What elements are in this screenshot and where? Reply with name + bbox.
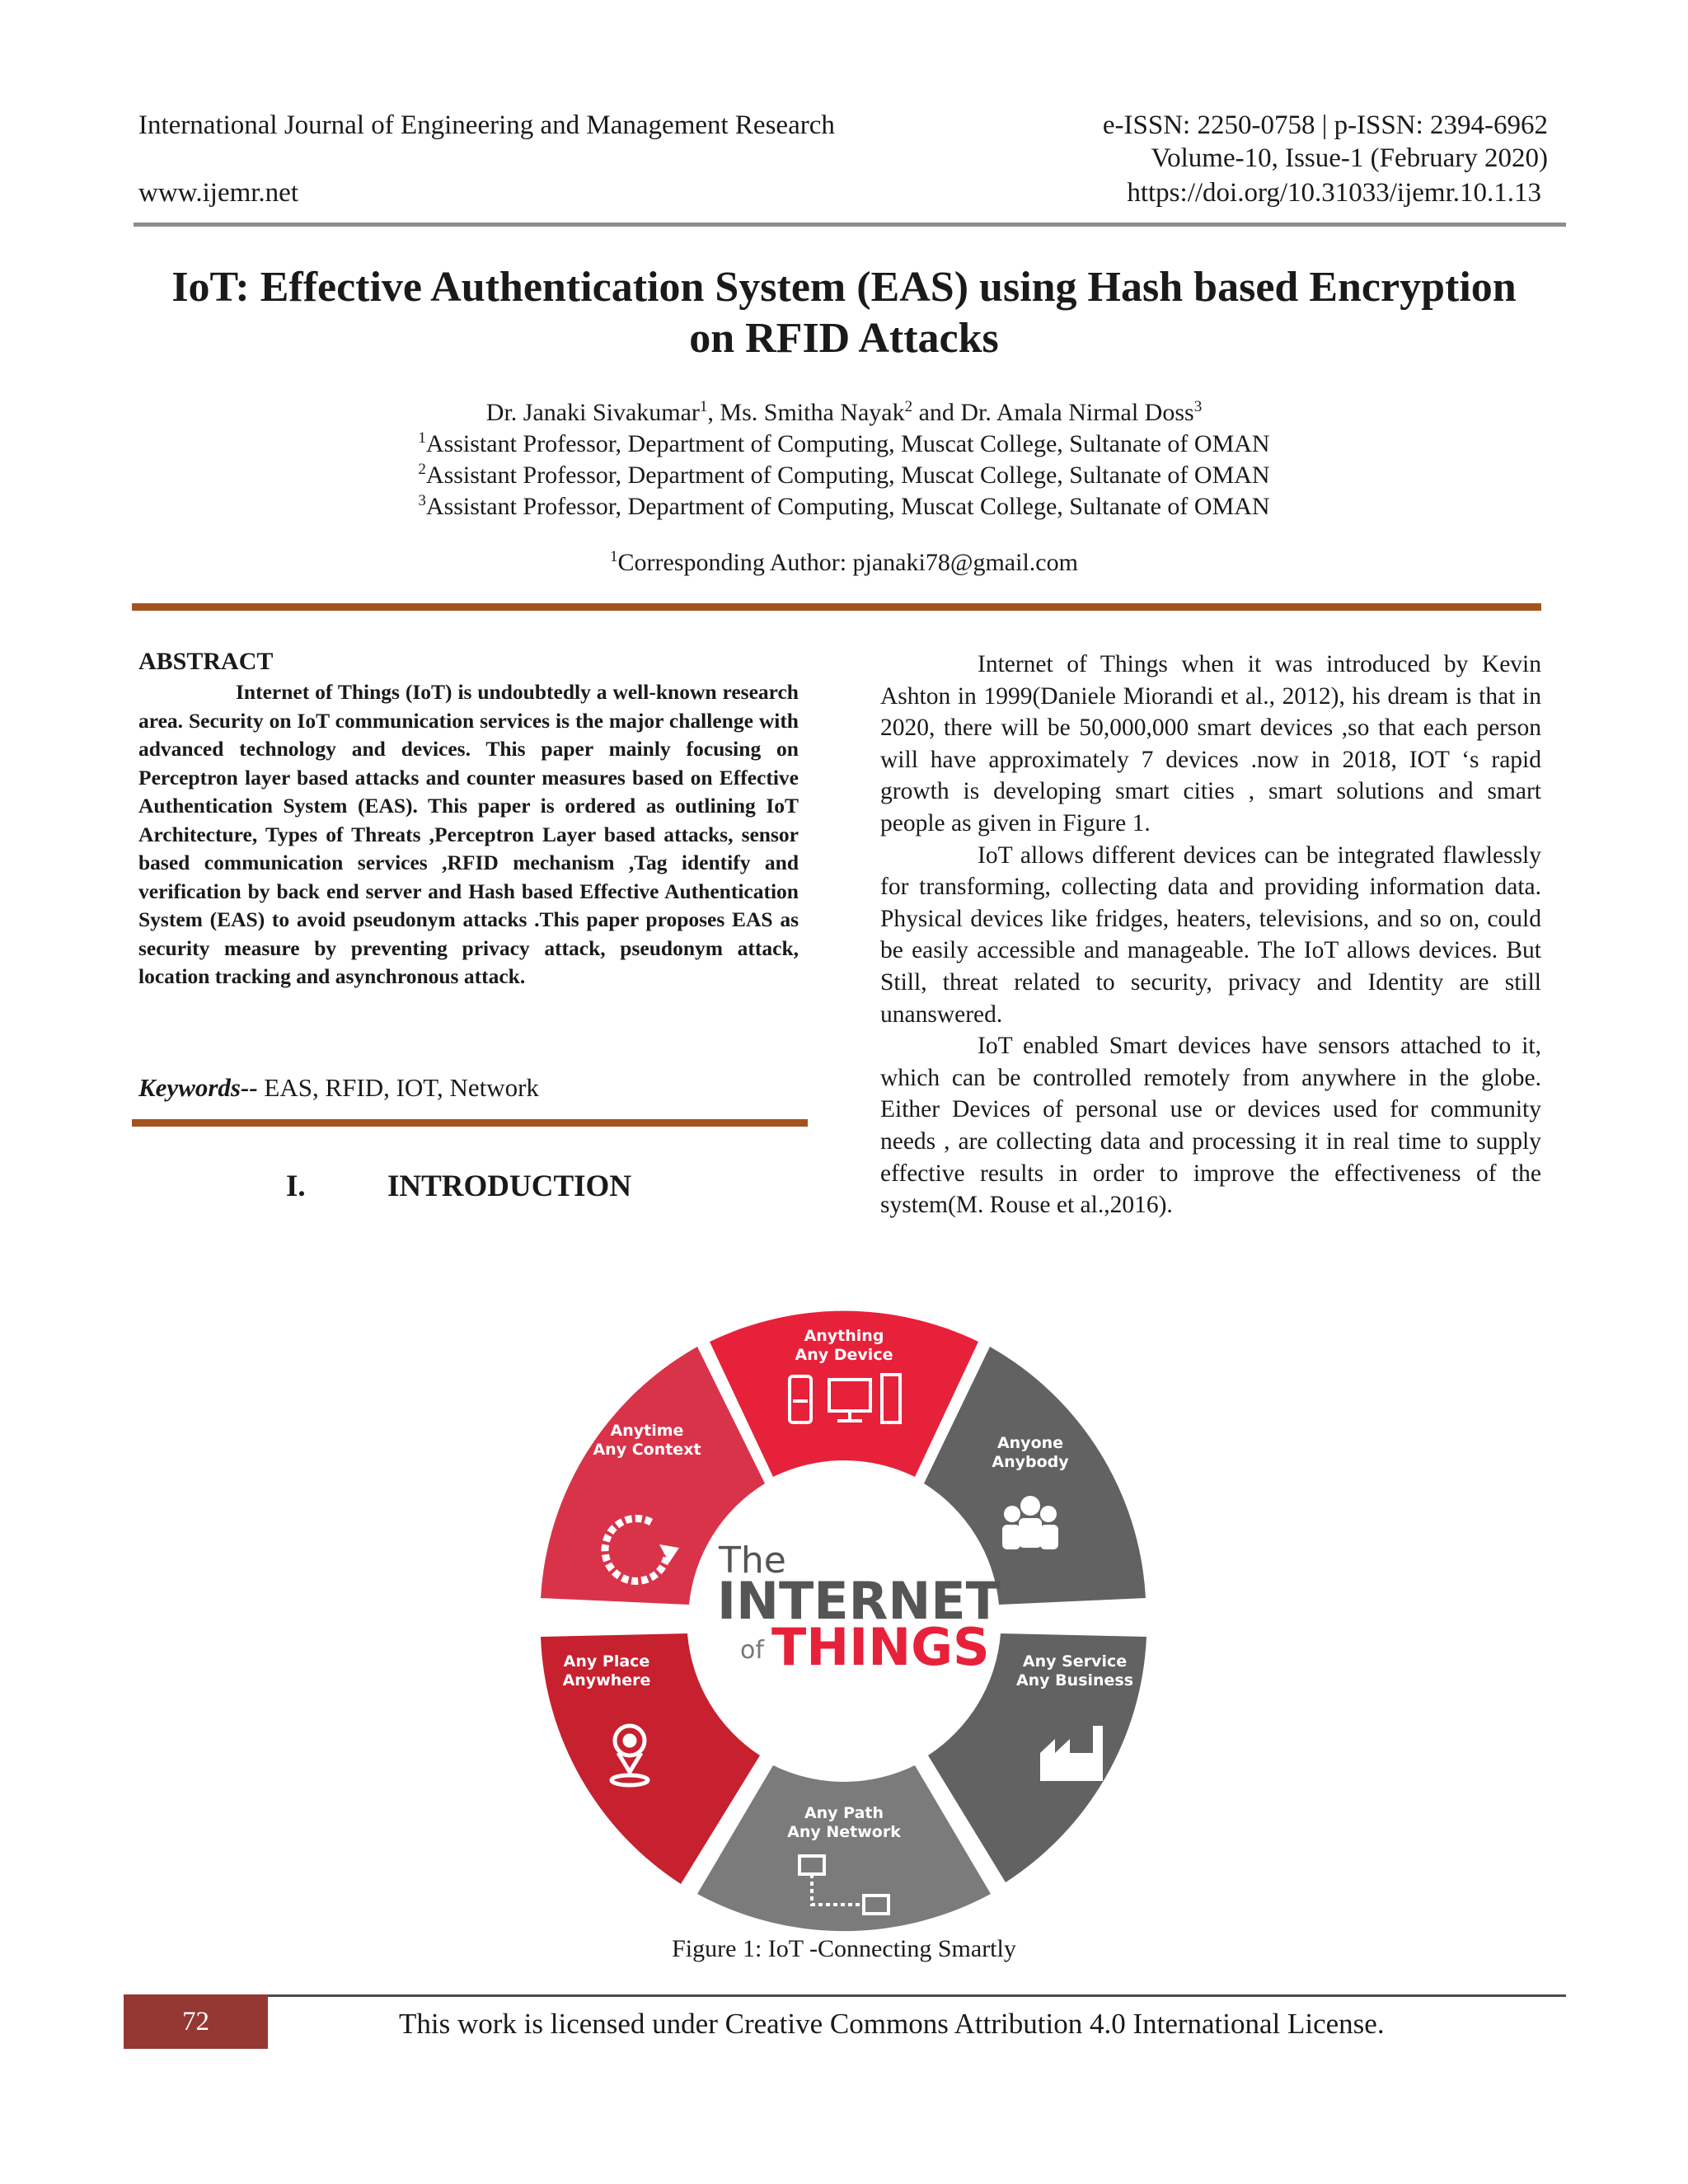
author-block xyxy=(124,397,1564,579)
center-things: THINGS xyxy=(771,1617,990,1677)
journal-name: International Journal of Engineering and Management Research xyxy=(138,110,835,140)
label-any-path-1: Any Path xyxy=(804,1804,884,1822)
paper-title xyxy=(124,262,1564,364)
center-of: of xyxy=(740,1636,764,1665)
figure-caption: Figure 1: IoT -Connecting Smartly xyxy=(672,1935,1016,1962)
affiliation-3-text: Assistant Professor, Department of Computing, Muscat College, Sultanate of OMAN xyxy=(425,493,1270,520)
label-any-service-2: Any Business xyxy=(1015,1671,1134,1690)
abstract-heading: ABSTRACT xyxy=(138,648,274,675)
abstract-rule xyxy=(132,1119,808,1127)
author-1-sup: 1 xyxy=(699,398,708,415)
affiliation-1-text: Assistant Professor, Department of Computing, Muscat College, Sultanate of OMAN xyxy=(425,430,1270,457)
keywords-label: Keywords-- xyxy=(138,1073,258,1102)
intro-paragraph-1: Internet of Things when it was introduced by Kevin Ashton in 1999(Daniele Miorandi et al., 2012), his dream is that in 2020, there will be 50,000,000 smart devices ,so that each person will have approximately 7 devices .now in 2018, IOT ‘s rapid growth is developing smart cities , smart solutions and smart people as given in Figure 1. xyxy=(880,651,1541,837)
affiliation-2-sup: 2 xyxy=(418,461,426,478)
label-anything-2: Any Device xyxy=(795,1346,893,1364)
iot-diagram xyxy=(528,1304,1162,1938)
corresponding-author xyxy=(124,547,1564,579)
header-rule xyxy=(134,223,1566,227)
label-any-service-1: Any Service xyxy=(1022,1652,1128,1671)
affiliation-1-sup: 1 xyxy=(418,429,426,447)
volume-issue: Volume-10, Issue-1 (February 2020) xyxy=(1151,143,1548,173)
label-anytime-2: Any Context xyxy=(593,1441,701,1459)
author-3: and Dr. Amala Nirmal Doss xyxy=(912,399,1194,426)
affiliation-2 xyxy=(124,460,1564,491)
author-3-sup: 3 xyxy=(1193,398,1203,415)
title-rule xyxy=(132,603,1541,611)
issn: e-ISSN: 2250-0758 | p-ISSN: 2394-6962 xyxy=(1102,110,1548,140)
author-list xyxy=(124,397,1564,429)
label-anything-1: Anything xyxy=(804,1327,884,1345)
label-anyone-2: Anybody xyxy=(992,1453,1069,1471)
doi-link[interactable]: https://doi.org/10.31033/ijemr.10.1.13 xyxy=(1127,178,1541,208)
section-number: I. xyxy=(286,1169,306,1203)
journal-website[interactable]: www.ijemr.net xyxy=(138,178,298,208)
intro-body xyxy=(880,649,1541,1221)
corresponding-text: Corresponding Author: pjanaki78@gmail.com xyxy=(617,549,1078,576)
license-text[interactable]: This work is licensed under Creative Commons Attribution 4.0 International License. xyxy=(399,2008,1385,2040)
label-any-place-2: Anywhere xyxy=(562,1671,651,1690)
author-1: Dr. Janaki Sivakumar xyxy=(485,399,700,426)
affiliation-1 xyxy=(124,429,1564,460)
title-line-1: IoT: Effective Authentication System (EAS) using Hash based Encryption xyxy=(171,264,1517,311)
abstract-text: Internet of Things (IoT) is undoubtedly a well-known research area. Security on IoT communication services is the major challenge with advanced technology and devices. This paper mainly focusing on Perceptron layer based attacks and counter measures based on Effective Authentication System (EAS). This paper is ordered as outlining IoT Architecture, Types of Threats ,Perceptron Layer based attacks, sensor based communication services ,RFID mechanism ,Tag identify and verification by back end server and Hash based Effective Authentication System (EAS) to avoid pseudonym attacks .This paper proposes EAS as security measure by preventing privacy attack, pseudonym attack, location tracking and asynchronous attack. xyxy=(138,680,799,988)
label-any-place-1: Any Place xyxy=(563,1652,650,1671)
keywords xyxy=(138,1073,539,1103)
center-internet: INTERNET xyxy=(717,1571,1001,1631)
section-title: INTRODUCTION xyxy=(387,1169,632,1203)
page-number: 72 xyxy=(124,1994,268,2049)
center-the: The xyxy=(719,1540,786,1582)
author-2-sup: 2 xyxy=(904,398,913,415)
label-any-path-2: Any Network xyxy=(787,1823,901,1841)
intro-paragraph-2: IoT allows different devices can be integrated flawlessly for transforming, collecting data and providing information data. Physical devices like fridges, heaters, televisions, and so on, could be easily accessible and manageable. The IoT allows devices. But Still, threat related to security, privacy and Identity are still unanswered. xyxy=(880,841,1541,1028)
footer-rule xyxy=(268,1994,1566,1997)
keywords-text: EAS, RFID, IOT, Network xyxy=(257,1073,539,1102)
affiliation-3-sup: 3 xyxy=(418,492,426,509)
label-anytime-1: Anytime xyxy=(610,1422,684,1440)
abstract-body xyxy=(138,678,799,991)
label-anyone-1: Anyone xyxy=(996,1434,1064,1452)
affiliation-3 xyxy=(124,491,1564,523)
corresponding-sup: 1 xyxy=(610,548,618,565)
title-line-2: on RFID Attacks xyxy=(689,315,999,362)
affiliation-2-text: Assistant Professor, Department of Computing, Muscat College, Sultanate of OMAN xyxy=(425,462,1270,489)
intro-paragraph-3: IoT enabled Smart devices have sensors attached to it, which can be controlled remotely from anywhere in the globe. Either Devices of personal use or devices used for community needs , are collecting data and processing it in real time to supply effective results in order to improve the effectiveness of the system(M. Rouse et al.,2016). xyxy=(880,1033,1541,1219)
author-2: , Ms. Smitha Nayak xyxy=(707,399,905,426)
